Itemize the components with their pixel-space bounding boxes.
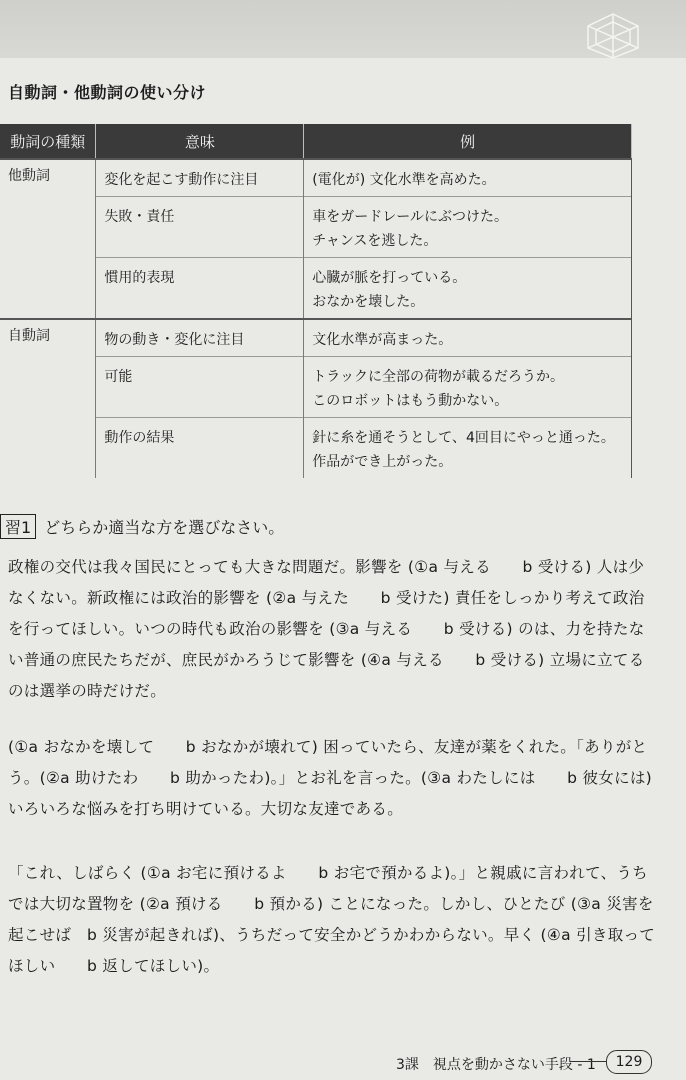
verb-table (0, 124, 632, 478)
table-row (0, 159, 632, 197)
meaning-cell: 可能 (96, 357, 304, 418)
example-line: (電化が) 文化水準を高めた。 (312, 172, 496, 188)
page-number: 129 (606, 1050, 652, 1074)
exercise-paragraph: 政権の交代は我々国民にとっても大きな問題だ。影響を (①a 与える b 受ける) 人は少なくない。新政権には政治的影響を (②a 与えた b 受けた) 責任をしっかり考えて政治を行ってほしい。いつの時代も政治の影響を (③a 与える b 受ける) のは、力を持たない普通の庶民たちだが、庶民がかろうじて影響を (④a 与える b 受ける) 立場に立てるのは選挙の時だけだ。 (8, 558, 645, 700)
example-line: チャンスを逃した。 (312, 233, 438, 249)
exercise-number: 習1 (0, 514, 36, 539)
hexagon-ornament-icon (582, 12, 644, 60)
footer-divider (570, 1061, 606, 1062)
example-line: 針に糸を通そうとして、4回目にやっと通った。 (312, 430, 615, 446)
example-cell (304, 357, 632, 418)
section-title: 自動詞・他動詞の使い分け (8, 83, 207, 102)
meaning-cell: 失敗・責任 (96, 197, 304, 258)
example-line: このロボットはもう動かない。 (312, 393, 509, 409)
meaning-cell: 物の動き・変化に注目 (96, 319, 304, 357)
footer-lesson-title: 3課 視点を動かさない手段 - 1 (396, 1057, 596, 1073)
category-cell: 他動詞 (0, 159, 96, 197)
example-cell (304, 319, 632, 357)
meaning-cell: 動作の結果 (96, 418, 304, 479)
meaning-cell: 変化を起こす動作に注目 (96, 159, 304, 197)
example-cell (304, 258, 632, 320)
exercise-instruction: どちらか適当な方を選びなさい。 (44, 518, 285, 537)
table-row (0, 197, 632, 258)
header-verb-type: 動詞の種類 (0, 124, 96, 159)
example-line: トラックに全部の荷物が載るだろうか。 (312, 369, 564, 385)
meaning-cell: 慣用的表現 (96, 258, 304, 320)
category-cell (0, 357, 96, 418)
exercise-heading (0, 514, 284, 539)
category-cell: 自動詞 (0, 319, 96, 357)
table-row (0, 319, 632, 357)
table-header-row (0, 124, 632, 159)
example-line: 車をガードレールにぶつけた。 (312, 209, 508, 225)
table-row (0, 258, 632, 320)
example-line: おなかを壊した。 (312, 294, 425, 310)
table-row (0, 418, 632, 479)
exercise-paragraph: 「これ、しばらく (①a お宅に預けるよ b お宅で預かるよ)。」と親戚に言われて、うちでは大切な置物を (②a 預ける b 預かる) ことになった。しかし、ひとたび (③a 災害を起こせば b 災害が起きれば)、うちだって安全かどうかわからない。早く (④a 引き取ってほしい b 返してほしい)。 (8, 864, 656, 975)
example-line: 作品ができ上がった。 (312, 454, 453, 470)
header-meaning: 意味 (96, 124, 304, 159)
example-cell (304, 197, 632, 258)
category-cell (0, 258, 96, 320)
exercise-paragraph: (①a おなかを壊して b おなかが壊れて) 困っていたら、友達が薬をくれた。「ありがとう。(②a 助けたわ b 助かったわ)。」とお礼を言った。(③a わたしには b 彼女には) いろいろな悩みを打ち明けている。大切な友達である。 (8, 738, 653, 818)
example-cell (304, 159, 632, 197)
example-line: 心臓が脈を打っている。 (312, 270, 467, 286)
header-example: 例 (304, 124, 632, 159)
category-cell (0, 197, 96, 258)
table-row (0, 357, 632, 418)
category-cell (0, 418, 96, 479)
example-cell (304, 418, 632, 479)
example-line: 文化水準が高まった。 (312, 332, 453, 348)
